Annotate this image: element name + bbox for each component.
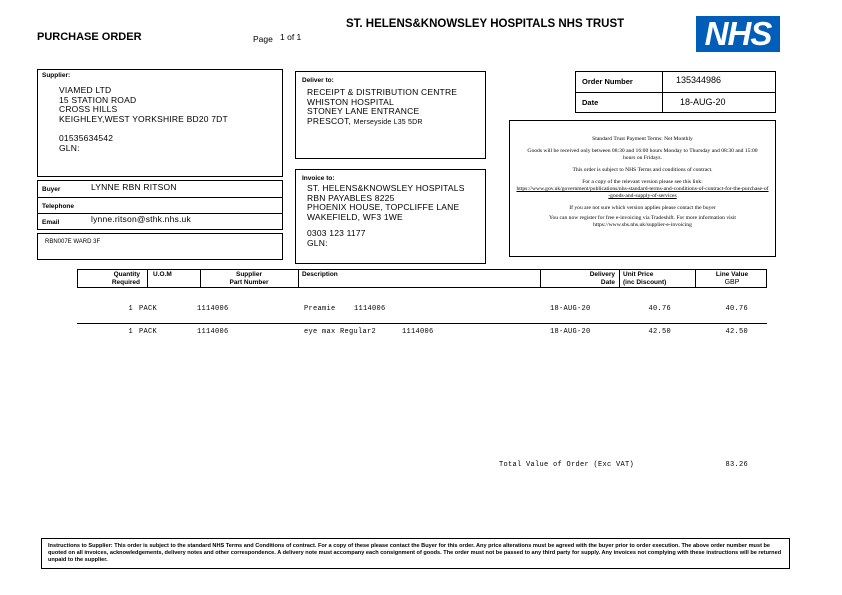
buyer-divider	[38, 197, 282, 198]
total-value: 83.26	[725, 461, 748, 469]
email-label: Email	[42, 219, 60, 226]
invoice-to-box	[295, 169, 486, 264]
order-number-label: Order Number	[582, 77, 633, 86]
table-row	[77, 328, 767, 340]
supplier-line: CROSS HILLS	[59, 104, 118, 115]
buyer-label: Buyer	[42, 186, 61, 193]
terms-einvoicing: You can now register for free e-invoicing via Tradeshift. For more information visit https://www.sbs.nhs.uk/supplier-e-invoicing	[549, 215, 736, 228]
col-line-value: Line Value GBP	[715, 271, 749, 286]
row-unit-price: 40.76	[648, 305, 671, 313]
order-number-value: 135344986	[676, 75, 722, 85]
row-qty: 1	[128, 305, 133, 313]
col-uom: U.O.M	[153, 271, 172, 278]
invoice-line: PHOENIX HOUSE, TOPCLIFFE LANE	[307, 202, 460, 213]
supplier-phone: 01535634542	[59, 132, 114, 143]
reference-value: RBN007E WARD 3F	[45, 239, 101, 245]
supplier-address	[59, 86, 228, 153]
nhs-logo-text: NHS	[704, 15, 772, 52]
instructions-text: Instructions to Supplier: This order is subject to the standard NHS Terms and Conditions of contract. For a copy of these please contact the Buyer for this order. Any price alterations must be agreed with the buyer prior to order execution. The above order number must be quoted on all invoices, acknowledgements, delivery notes and other correspondence. A delivery note must accompany each consignment of goods. The order must not be passed to any third party for supply. Any invoices not complying with these instructions will be returned unpaid to the supplier.	[48, 543, 782, 563]
buyer-box	[37, 180, 283, 230]
supplier-line: VIAMED LTD	[59, 85, 112, 95]
doc-title: PURCHASE ORDER	[37, 31, 142, 43]
supplier-gln: GLN:	[59, 142, 80, 153]
deliver-to-address	[307, 88, 457, 127]
deliver-town: PRESCOT,	[307, 115, 352, 126]
deliver-to-label: Deliver to:	[302, 77, 334, 84]
invoice-to-address	[307, 184, 465, 249]
order-divider-v	[662, 72, 663, 112]
order-date-value: 18-AUG-20	[680, 97, 726, 107]
row-qty: 1	[128, 328, 133, 336]
row-divider	[77, 323, 767, 324]
col-unit-price: Unit Price (inc Discount)	[623, 271, 667, 286]
table-header	[77, 269, 767, 288]
invoice-line: WAKEFIELD, WF3 1WE	[307, 211, 403, 222]
row-line-value: 42.50	[725, 328, 748, 336]
deliver-line: RECEIPT & DISTRIBUTION CENTRE	[307, 87, 458, 97]
payment-terms-box	[509, 120, 776, 257]
total-label: Total Value of Order (Exc VAT)	[499, 461, 635, 469]
deliver-postcode: Merseyside L35 5DR	[353, 118, 423, 126]
deliver-line: STONEY LANE ENTRANCE	[307, 106, 420, 117]
order-divider-h	[576, 92, 775, 93]
terms-version: If you are not sure which version applies please contact the buyer	[569, 205, 716, 211]
invoice-line: ST. HELENS&KNOWSLEY HOSPITALS	[307, 183, 465, 193]
row-desc-code: 1114006	[354, 305, 386, 313]
order-date-label: Date	[582, 98, 599, 107]
supplier-label: Supplier:	[42, 72, 71, 79]
row-unit-price: 42.50	[648, 328, 671, 336]
trust-name: ST. HELENS&KNOWSLEY HOSPITALS NHS TRUST	[346, 18, 625, 30]
row-date: 18-AUG-20	[550, 305, 591, 313]
buyer-name: LYNNE RBN RITSON	[91, 182, 177, 192]
row-desc: Preamie	[304, 305, 336, 313]
supplier-line: 15 STATION ROAD	[59, 94, 137, 105]
invoice-line: RBN PAYABLES 8225	[307, 192, 395, 203]
col-description: Description	[302, 271, 338, 278]
row-line-value: 40.76	[725, 305, 748, 313]
row-desc-code: 1114006	[402, 328, 434, 336]
col-supplier-part: Supplier Part Number	[229, 271, 269, 286]
deliver-to-box	[295, 71, 486, 159]
invoice-phone: 0303 123 1177	[307, 228, 366, 239]
row-part: 1114006	[197, 305, 229, 313]
supplier-box	[37, 69, 283, 177]
row-date: 18-AUG-20	[550, 328, 591, 336]
terms-link[interactable]: https://www.gov.uk/government/publications/nhs-standard-terms-and-conditions-of-contract-for-the-purchase-of-goods-and-supply-of-services	[516, 186, 769, 199]
order-info-box	[575, 71, 776, 113]
deliver-line-last	[307, 117, 457, 128]
row-desc: eye max Regular2	[304, 328, 377, 336]
table-row	[77, 305, 767, 317]
reference-box	[37, 233, 283, 260]
nhs-logo	[696, 16, 780, 52]
row-part: 1114006	[197, 328, 229, 336]
invoice-to-label: Invoice to:	[302, 175, 335, 182]
supplier-line: KEIGHLEY,WEST YORKSHIRE BD20 7DT	[59, 113, 228, 124]
page-number: 1 of 1	[280, 32, 302, 42]
telephone-label: Telephone	[42, 203, 75, 210]
terms-payment: Standard Trust Payment Terms: Net Monthly	[592, 136, 693, 142]
email-value: lynne.ritson@sthk.nhs.uk	[91, 214, 191, 224]
row-uom: PACK	[139, 305, 158, 313]
col-quantity: Quantity Required	[111, 271, 140, 286]
deliver-line: WHISTON HOSPITAL	[307, 96, 394, 107]
col-delivery-date: Delivery Date	[589, 271, 615, 286]
page-label: Page	[253, 34, 273, 44]
terms-hours: Goods will be received only between 08:30 and 16:00 hours Monday to Thursday and 08:30 and 15:00 hours on Fridays.	[527, 148, 758, 161]
invoice-gln: GLN:	[307, 237, 328, 248]
terms-contract: This order is subject to NHS Terms and conditions of contract.	[572, 167, 713, 173]
row-uom: PACK	[139, 328, 158, 336]
supplier-instructions	[41, 538, 790, 569]
terms-copy: For a copy of the relevant version please see this link:	[582, 179, 703, 185]
